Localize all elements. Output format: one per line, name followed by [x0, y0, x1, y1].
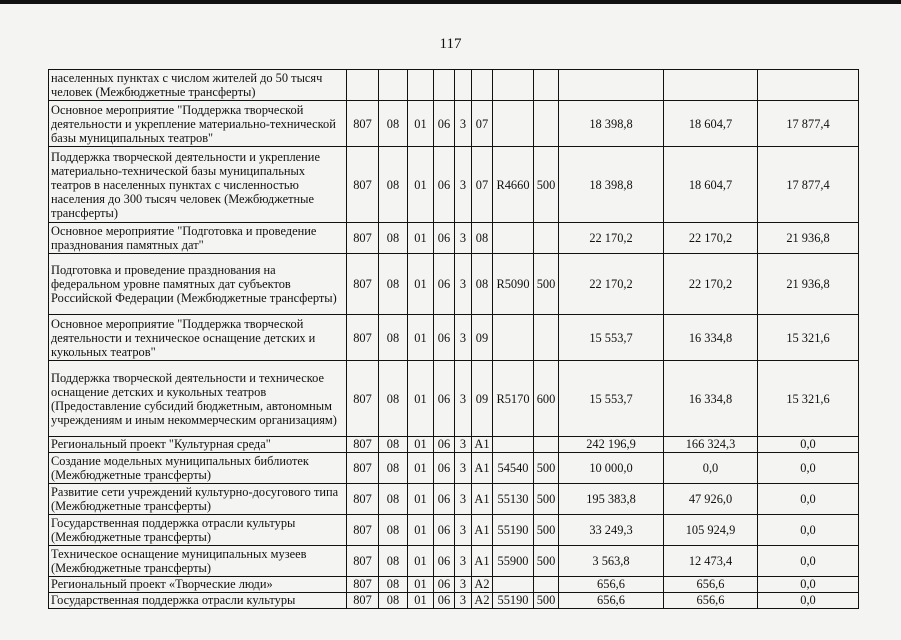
subsection-code: 01 — [408, 484, 434, 515]
section-code: 08 — [379, 437, 408, 453]
amount-year-2: 47 926,0 — [664, 484, 758, 515]
table-row — [49, 315, 859, 361]
amount-year-1: 15 553,7 — [559, 361, 664, 437]
section-code: 08 — [379, 361, 408, 437]
ministry-code: 807 — [347, 147, 379, 223]
expense-type-code: 500 — [534, 484, 559, 515]
expense-type-code — [534, 101, 559, 147]
program-code — [434, 70, 455, 101]
amount-year-1: 10 000,0 — [559, 453, 664, 484]
event-code: 07 — [472, 147, 493, 223]
subprogram-code: 3 — [455, 437, 472, 453]
row-name: Поддержка творческой деятельности и техническое оснащение детских и кукольных театров (Предоставление субсидий бюджетным, автономным учреждениям и иным некоммерческим организациям) — [49, 361, 347, 437]
program-code: 06 — [434, 361, 455, 437]
subsection-code: 01 — [408, 223, 434, 254]
ministry-code: 807 — [347, 593, 379, 609]
ministry-code: 807 — [347, 361, 379, 437]
direction-code — [493, 577, 534, 593]
amount-year-2: 656,6 — [664, 593, 758, 609]
table-row — [49, 101, 859, 147]
ministry-code: 807 — [347, 223, 379, 254]
budget-table — [48, 69, 859, 609]
subprogram-code: 3 — [455, 453, 472, 484]
section-code: 08 — [379, 593, 408, 609]
amount-year-1 — [559, 70, 664, 101]
amount-year-1: 656,6 — [559, 577, 664, 593]
amount-year-3: 0,0 — [758, 484, 859, 515]
expense-type-code: 500 — [534, 147, 559, 223]
amount-year-3 — [758, 70, 859, 101]
program-code: 06 — [434, 577, 455, 593]
subprogram-code: 3 — [455, 315, 472, 361]
ministry-code: 807 — [347, 315, 379, 361]
table-row — [49, 546, 859, 577]
direction-code: 55900 — [493, 546, 534, 577]
subprogram-code: 3 — [455, 593, 472, 609]
subprogram-code: 3 — [455, 101, 472, 147]
program-code: 06 — [434, 453, 455, 484]
program-code: 06 — [434, 515, 455, 546]
section-code: 08 — [379, 577, 408, 593]
row-name: Основное мероприятие "Поддержка творческой деятельности и укрепление материально-технической базы муниципальных театров" — [49, 101, 347, 147]
subprogram-code: 3 — [455, 361, 472, 437]
direction-code: R5170 — [493, 361, 534, 437]
expense-type-code: 500 — [534, 515, 559, 546]
direction-code — [493, 437, 534, 453]
event-code: А2 — [472, 577, 493, 593]
subsection-code: 01 — [408, 577, 434, 593]
row-name: Основное мероприятие "Подготовка и проведение празднования памятных дат" — [49, 223, 347, 254]
table-row — [49, 147, 859, 223]
row-name: Региональный проект "Культурная среда" — [49, 437, 347, 453]
amount-year-1: 33 249,3 — [559, 515, 664, 546]
section-code — [379, 70, 408, 101]
ministry-code: 807 — [347, 101, 379, 147]
program-code: 06 — [434, 484, 455, 515]
amount-year-1: 195 383,8 — [559, 484, 664, 515]
subsection-code: 01 — [408, 593, 434, 609]
amount-year-2: 16 334,8 — [664, 361, 758, 437]
ministry-code: 807 — [347, 515, 379, 546]
table-row — [49, 453, 859, 484]
table-row — [49, 361, 859, 437]
table-row — [49, 70, 859, 101]
ministry-code: 807 — [347, 546, 379, 577]
amount-year-1: 656,6 — [559, 593, 664, 609]
direction-code — [493, 315, 534, 361]
amount-year-3: 21 936,8 — [758, 254, 859, 315]
subprogram-code: 3 — [455, 546, 472, 577]
row-name: Развитие сети учреждений культурно-досугового типа (Межбюджетные трансферты) — [49, 484, 347, 515]
expense-type-code — [534, 223, 559, 254]
subprogram-code: 3 — [455, 254, 472, 315]
expense-type-code — [534, 437, 559, 453]
table-row — [49, 437, 859, 453]
table-row — [49, 577, 859, 593]
program-code: 06 — [434, 147, 455, 223]
subsection-code: 01 — [408, 101, 434, 147]
amount-year-3: 15 321,6 — [758, 315, 859, 361]
section-code: 08 — [379, 101, 408, 147]
program-code: 06 — [434, 593, 455, 609]
subsection-code: 01 — [408, 361, 434, 437]
amount-year-2: 12 473,4 — [664, 546, 758, 577]
row-name: Государственная поддержка отрасли культуры (Межбюджетные трансферты) — [49, 515, 347, 546]
amount-year-2: 0,0 — [664, 453, 758, 484]
direction-code: R5090 — [493, 254, 534, 315]
amount-year-3: 0,0 — [758, 437, 859, 453]
subsection-code: 01 — [408, 546, 434, 577]
section-code: 08 — [379, 546, 408, 577]
ministry-code: 807 — [347, 437, 379, 453]
event-code: 08 — [472, 254, 493, 315]
subsection-code — [408, 70, 434, 101]
row-name: Государственная поддержка отрасли культуры — [49, 593, 347, 609]
event-code: А1 — [472, 546, 493, 577]
direction-code: 55190 — [493, 515, 534, 546]
expense-type-code: 500 — [534, 254, 559, 315]
program-code: 06 — [434, 315, 455, 361]
section-code: 08 — [379, 223, 408, 254]
amount-year-2: 22 170,2 — [664, 254, 758, 315]
amount-year-2 — [664, 70, 758, 101]
subsection-code: 01 — [408, 315, 434, 361]
amount-year-2: 18 604,7 — [664, 147, 758, 223]
amount-year-2: 18 604,7 — [664, 101, 758, 147]
program-code: 06 — [434, 437, 455, 453]
ministry-code: 807 — [347, 453, 379, 484]
subsection-code: 01 — [408, 254, 434, 315]
subprogram-code: 3 — [455, 515, 472, 546]
amount-year-1: 18 398,8 — [559, 147, 664, 223]
subprogram-code: 3 — [455, 484, 472, 515]
ministry-code: 807 — [347, 254, 379, 315]
subprogram-code: 3 — [455, 223, 472, 254]
section-code: 08 — [379, 254, 408, 315]
direction-code — [493, 101, 534, 147]
event-code: А1 — [472, 515, 493, 546]
expense-type-code: 600 — [534, 361, 559, 437]
amount-year-1: 22 170,2 — [559, 254, 664, 315]
row-name: Техническое оснащение муниципальных музеев (Межбюджетные трансферты) — [49, 546, 347, 577]
table-row — [49, 593, 859, 609]
amount-year-2: 105 924,9 — [664, 515, 758, 546]
direction-code: R4660 — [493, 147, 534, 223]
section-code: 08 — [379, 453, 408, 484]
event-code: А1 — [472, 453, 493, 484]
direction-code — [493, 70, 534, 101]
section-code: 08 — [379, 147, 408, 223]
amount-year-3: 0,0 — [758, 515, 859, 546]
section-code: 08 — [379, 484, 408, 515]
amount-year-3: 17 877,4 — [758, 147, 859, 223]
subsection-code: 01 — [408, 147, 434, 223]
subprogram-code — [455, 70, 472, 101]
row-name: населенных пунктах с числом жителей до 50 тысяч человек (Межбюджетные трансферты) — [49, 70, 347, 101]
amount-year-1: 242 196,9 — [559, 437, 664, 453]
row-name: Поддержка творческой деятельности и укрепление материально-технической базы муниципальных театров в населенных пунктах с численностью населения до 300 тысяч человек (Межбюджетные трансферты) — [49, 147, 347, 223]
ministry-code — [347, 70, 379, 101]
direction-code: 55130 — [493, 484, 534, 515]
amount-year-3: 0,0 — [758, 577, 859, 593]
expense-type-code — [534, 70, 559, 101]
event-code: 09 — [472, 361, 493, 437]
event-code: А1 — [472, 484, 493, 515]
event-code: А2 — [472, 593, 493, 609]
direction-code: 54540 — [493, 453, 534, 484]
expense-type-code: 500 — [534, 453, 559, 484]
amount-year-1: 15 553,7 — [559, 315, 664, 361]
subsection-code: 01 — [408, 437, 434, 453]
amount-year-3: 0,0 — [758, 593, 859, 609]
row-name: Региональный проект «Творческие люди» — [49, 577, 347, 593]
table-row — [49, 254, 859, 315]
program-code: 06 — [434, 254, 455, 315]
subsection-code: 01 — [408, 453, 434, 484]
direction-code — [493, 223, 534, 254]
subprogram-code: 3 — [455, 577, 472, 593]
amount-year-1: 22 170,2 — [559, 223, 664, 254]
event-code: 07 — [472, 101, 493, 147]
expense-type-code: 500 — [534, 546, 559, 577]
section-code: 08 — [379, 315, 408, 361]
event-code: А1 — [472, 437, 493, 453]
subprogram-code: 3 — [455, 147, 472, 223]
amount-year-3: 21 936,8 — [758, 223, 859, 254]
amount-year-2: 166 324,3 — [664, 437, 758, 453]
amount-year-1: 3 563,8 — [559, 546, 664, 577]
row-name: Подготовка и проведение празднования на федеральном уровне памятных дат субъектов Российской Федерации (Межбюджетные трансферты) — [49, 254, 347, 315]
event-code: 09 — [472, 315, 493, 361]
ministry-code: 807 — [347, 577, 379, 593]
section-code: 08 — [379, 515, 408, 546]
event-code — [472, 70, 493, 101]
top-border-line — [0, 0, 901, 4]
amount-year-2: 16 334,8 — [664, 315, 758, 361]
expense-type-code — [534, 577, 559, 593]
row-name: Основное мероприятие "Поддержка творческой деятельности и техническое оснащение детских и кукольных театров" — [49, 315, 347, 361]
amount-year-2: 656,6 — [664, 577, 758, 593]
program-code: 06 — [434, 546, 455, 577]
ministry-code: 807 — [347, 484, 379, 515]
table-row — [49, 223, 859, 254]
subsection-code: 01 — [408, 515, 434, 546]
expense-type-code — [534, 315, 559, 361]
amount-year-3: 15 321,6 — [758, 361, 859, 437]
program-code: 06 — [434, 223, 455, 254]
expense-type-code: 500 — [534, 593, 559, 609]
event-code: 08 — [472, 223, 493, 254]
program-code: 06 — [434, 101, 455, 147]
amount-year-3: 17 877,4 — [758, 101, 859, 147]
amount-year-3: 0,0 — [758, 546, 859, 577]
direction-code: 55190 — [493, 593, 534, 609]
table-row — [49, 515, 859, 546]
row-name: Создание модельных муниципальных библиотек (Межбюджетные трансферты) — [49, 453, 347, 484]
amount-year-1: 18 398,8 — [559, 101, 664, 147]
page-number: 117 — [439, 36, 462, 52]
amount-year-2: 22 170,2 — [664, 223, 758, 254]
table-row — [49, 484, 859, 515]
amount-year-3: 0,0 — [758, 453, 859, 484]
